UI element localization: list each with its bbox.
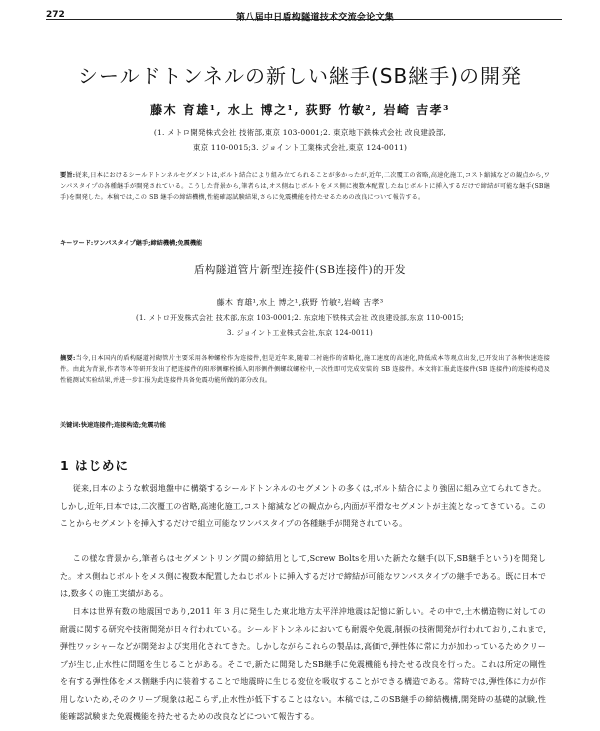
body-paragraph-1: 従来,日本のような軟弱地盤中に構築するシールドトンネルのセグメントの多くは,ボルト結合により強固に組み立てられてきた。しかし,近年,日本では,二次覆工の省略,高速化施工,コスト縮減などの観点から,内面が平滑なセグメントが主流となってきている。このことからセグメントを挿入するだけで組立可能なワンパスタイプの各種継手が開発されている。	[60, 484, 546, 528]
keywords-label: キーワード:	[60, 240, 94, 247]
keywords-text: ワンパスタイプ継手;締結機構;免震機能	[93, 240, 203, 247]
authors-japanese: 藤木 育雄¹, 水上 博之¹, 荻野 竹敏², 岩崎 吉孝³	[150, 103, 450, 117]
affiliation-chinese-line1: (1. メトロ开发株式会社 技术部,东京 103-0001;2. 东京地下铁株式会社 改良建设部,东京 110-0015;	[136, 314, 464, 322]
body-paragraph-2: この様な背景から,筆者らはセグメントリング間の締結用として,Screw Boltsを用いた新たな継手(以下,SB継手という)を開発した。オス側ねじボルトをメス側に複数本配置したねじボルトに挿入するだけで締結が可能なワンパスタイプの継手である。既に日本では,数多くの施工実績がある。	[60, 554, 546, 598]
abstract-text: 当今,日本国内的盾构隧道衬砌管片主要采用各种螺栓作为连接件,但是近年来,随着二衬施作的省略化,施工速度的高速化,降低成本等观点出发,已开发出了各种快速连接件。由此为背景,作者等本等研开发出了把连接件的阳形侧螺栓插入阴形侧件侧螺纹螺栓中,一次性即可完成安装的 SB 连接件。本文将汇报此连接件(SB 连接件)的连接构造及性能测试实验结果,并进一步汇报为此连接件具备免震功能所做的部分改良。	[60, 355, 550, 384]
abstract-label: 摘要:	[60, 355, 76, 362]
paper-title-japanese: シールドトンネルの新しい継手(SB継手)の開発	[77, 64, 523, 88]
abstract-text: 従来,日本におけるシールドトンネルセグメントは,ボルト結合により組み立てられることが多かったが,近年,二次覆工の省略,高速化施工,コスト縮減などの観点から,ワンパスタイプの各種継手が開発されている。こうした背景から,筆者らは,オス側ねじボルトをメス側に複数本配置したねじボルトに挿入するだけで締結が可能な継手(SB継手)を開発した。本稿では,この SB 継手の締結機構,性能確認試験結果,さらに免震機能を持たせるための改良について報告する。	[60, 172, 550, 201]
keywords-label: 关键词:	[60, 422, 81, 429]
paper-title-chinese: 盾构隧道管片新型连接件(SB连接件)的开发	[193, 264, 407, 276]
running-title: 第八届中日盾构隧道技术交流会论文集	[236, 13, 395, 23]
running-header	[0, 10, 600, 30]
authors-chinese: 藤木 育雄¹,水上 博之¹,荻野 竹敏²,岩崎 吉孝³	[216, 298, 384, 307]
page-number: 272	[46, 10, 65, 20]
affiliation-japanese-line1: (1. メトロ開発株式会社 技術部,東京 103-0001;2. 東京地下鉄株式会社 改良建設部,	[153, 128, 447, 137]
header-rule	[46, 19, 562, 20]
keywords-japanese	[60, 238, 550, 247]
section-heading: 1 はじめに	[60, 458, 130, 473]
abstract-chinese	[60, 353, 550, 386]
abstract-label: 要旨:	[60, 172, 76, 179]
body-paragraph-3: 日本は世界有数の地震国であり,2011 年 3 月に発生した東北地方太平洋沖地震は記憶に新しい。その中で,土木構造物に対しての耐震に関する研究や技術開発が日々行われている。シールドトンネルにおいても耐震や免震,制振の技術開発が行われており,これまで,弾性ワッシャーなどが開発および実用化されてきた。しかしながらこれらの製品は,高価で,弾性体に常に力が加わっているためクリープが生じ,止水性に問題を生じることがある。そこで,新たに開発したSB継手に免震機能も持たせる改良を行った。これは所定の剛性を有する弾性体をメス側継手内に装着することで地震時に生じる変位を吸収することができる構造である。常時では,弾性体に力が作用しないため,そのクリープ現象は起こらず,止水性が低下することはない。本稿では,このSB継手の締結機構,開発時の基礎的試験,性能確認試験また免震機能を持たせるための改良などについて報告する。	[60, 607, 546, 721]
keywords-text: 快速连接件;连接构造;免震功能	[80, 422, 166, 429]
affiliation-japanese-line2: 東京 110-0015;3. ジョイント工業株式会社,東京 124-0011)	[192, 143, 408, 152]
affiliation-chinese-line2: 3. ジョイント工业株式会社,东京 124-0011)	[227, 329, 373, 337]
keywords-chinese	[60, 420, 550, 429]
abstract-japanese	[60, 170, 550, 203]
